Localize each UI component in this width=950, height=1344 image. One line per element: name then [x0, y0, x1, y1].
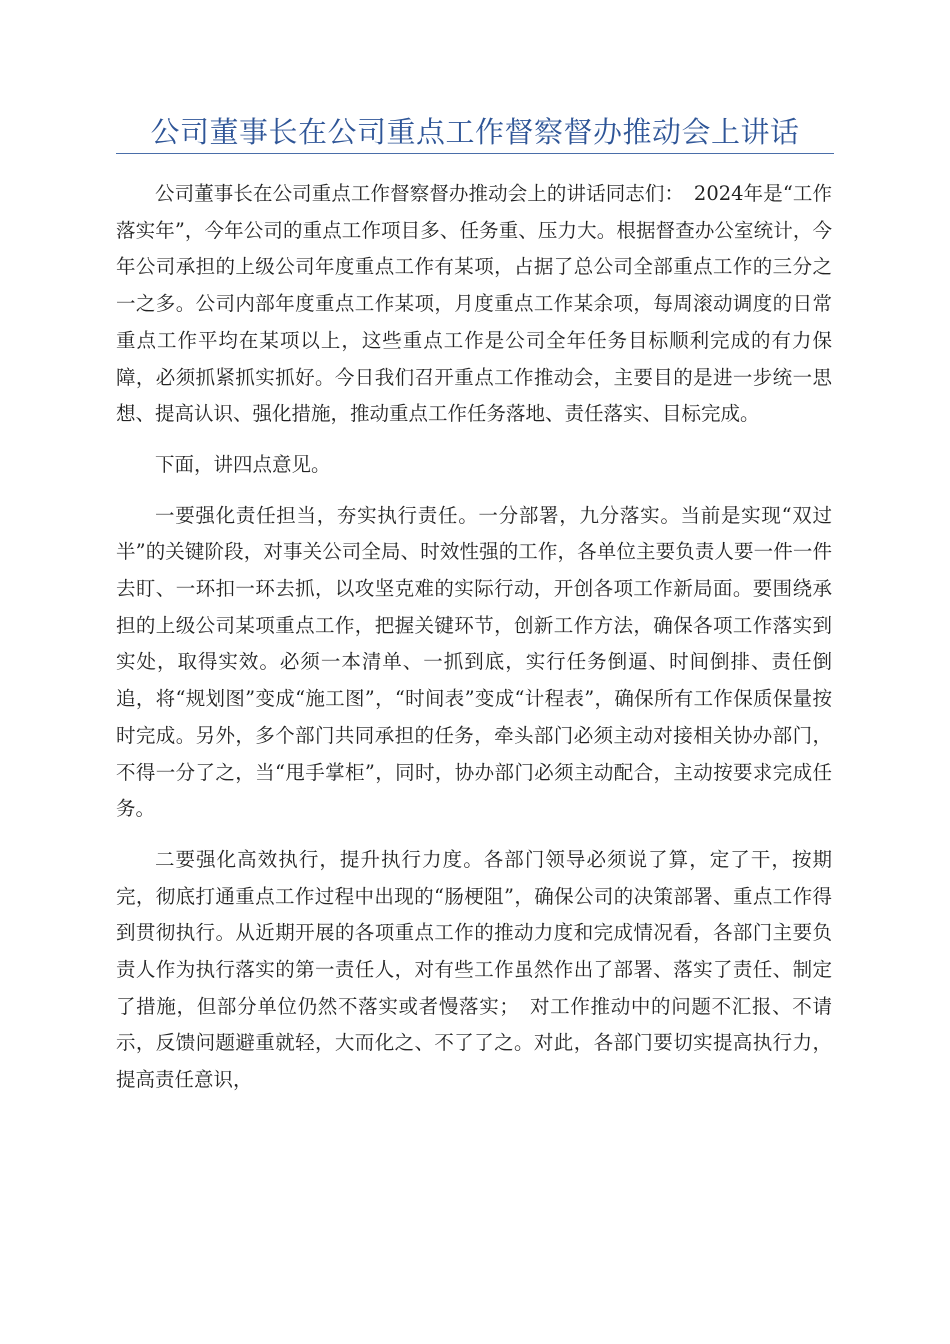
document-title: 公司董事长在公司重点工作督察督办推动会上讲话: [150, 115, 800, 149]
paragraph-point-one: 一要强化责任担当，夯实执行责任。一分部署，九分落实。当前是实现“双过半”的关键阶段，对事关公司全局、时效性强的工作，各单位主要负责人要一件一件去盯、一环扣一环去抓，以攻坚克难的实际行动，开创各项工作新局面。要围绕承担的上级公司某项重点工作，把握关键环节，创新工作方法，确保各项工作落实到实处，取得实效。必须一本清单、一抓到底，实行任务倒逼、时间倒排、责任倒追，将“规划图”变成“施工图”，“时间表”变成“计程表”，确保所有工作保质保量按时完成。另外，多个部门共同承担的任务，牵头部门必须主动对接相关协办部门，不得一分了之，当“甩手掌柜”，同时，协办部门必须主动配合，主动按要求完成任务。: [116, 503, 832, 821]
title-underline: [116, 153, 834, 154]
document-body: [116, 176, 832, 1113]
paragraph-intro: 下面，讲四点意见。: [155, 452, 331, 476]
paragraph-point-two: 二要强化高效执行，提升执行力度。各部门领导必须说了算，定了干，按期完，彻底打通重点工作过程中出现的“肠梗阻”，确保公司的决策部署、重点工作得到贯彻执行。从近期开展的各项重点工作的推动力度和完成情况看，各部门主要负责人作为执行落实的第一责任人，对有些工作虽然作出了部署、落实了责任、制定了措施，但部分单位仍然不落实或者慢落实； 对工作推动中的问题不汇报、不请示，反馈问题避重就轻，大而化之、不了了之。对此，各部门要切实提高执行力，提高责任意识，: [116, 847, 832, 1092]
paragraph-opening: 公司董事长在公司重点工作督察督办推动会上的讲话同志们： 2024年是“工作落实年”，今年公司的重点工作项目多、任务重、压力大。根据督查办公室统计，今年公司承担的上级公司年度重点工作有某项，占据了总公司全部重点工作的三分之一之多。公司内部年度重点工作某项，月度重点工作某余项，每周滚动调度的日常重点工作平均在某项以上，这些重点工作是公司全年任务目标顺利完成的有力保障，必须抓紧抓实抓好。今日我们召开重点工作推动会，主要目的是进一步统一思想、提高认识、强化措施，推动重点工作任务落地、责任落实、目标完成。: [116, 182, 832, 426]
